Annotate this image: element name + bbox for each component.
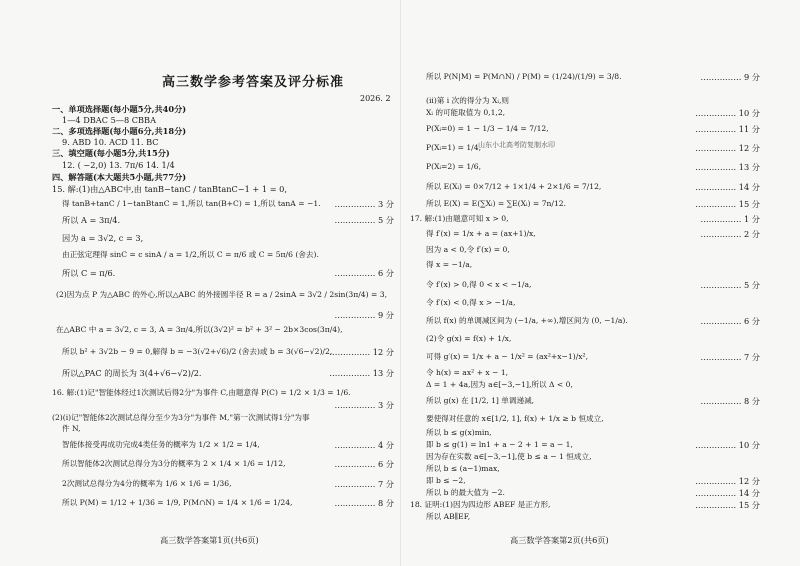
solution-line: 所以 E(Xᵢ) = 0×7/12 + 1×1/4 + 2×1/6 = 7/12, [426, 182, 602, 191]
section-header: 四、解答题(本大题共5小题,共77分) [52, 172, 187, 182]
page-2 [410, 0, 760, 566]
solution-line: 即 b ≤ g(1) = ln1 + a − 2 + 1 = a − 1, [426, 440, 573, 449]
page-footer: 高三数学答案第2页(共6页) [510, 535, 609, 545]
answer-line: 1—4 DBAC 5—8 CBBA [62, 115, 156, 125]
solution-line: 件 N, [62, 424, 81, 433]
solution-line: 因为 a < 0,令 f′(x) = 0, [426, 245, 510, 254]
solution-line: 所以△PAC 的周长为 3(4+√6−√2)/2. [62, 368, 202, 378]
solution-line: 所以 b ≤ (a−1)max, [426, 464, 500, 473]
solution-line: 可得 g′(x) = 1/x + a − 1/x² = (ax²+x−1)/x², [426, 352, 588, 361]
score-mark: …………… 11 分 [695, 124, 760, 134]
solution-line: (2)因为点 P 为△ABC 的外心,所以△ABC 的外接圆半径 R = a / 2sinA = 3√2 / 2sin(3π/4) = 3, [56, 290, 388, 299]
solution-line: 所以 C = π/6. [62, 268, 116, 278]
score-mark: …………… 4 分 [334, 440, 394, 450]
score-mark: …………… 12 分 [695, 476, 760, 486]
score-mark: …………… 7 分 [700, 352, 760, 362]
solution-line: 2次测试总得分为4分的概率为 1/6 × 1/6 = 1/36, [62, 479, 232, 488]
page-1 [52, 0, 394, 566]
page-footer: 高三数学答案第1页(共6页) [160, 535, 259, 545]
solution-line: 所以 b 的最大值为 −2. [426, 488, 505, 497]
score-mark: …………… 7 分 [334, 479, 394, 489]
solution-line: 16. 解:(1)记"智能体经过1次测试后得2分"为事件 C,由题意得 P(C) = 1/2 × 1/3 = 1/6. [52, 388, 351, 397]
score-mark: …………… 12 分 [329, 347, 394, 357]
watermark-text: 山东小北高考防复制水印 [478, 141, 555, 149]
section-header: 一、单项选择题(每小题5分,共40分) [52, 104, 187, 114]
score-mark: …………… 14 分 [695, 182, 760, 192]
solution-line: 即 b ≤ −2, [426, 476, 466, 485]
solution-line: 智能体接受再成功完成4类任务的概率为 1/2 × 1/2 = 1/4, [62, 440, 260, 449]
solution-line: 所以 b² + 3√2b − 9 = 0,解得 b = −3(√2+√6)/2 (舍去)或 b = 3(√6−√2)/2, [62, 347, 333, 356]
answer-line: 12. ( −2,0) 13. 7π/6 14. 1/4 [62, 160, 175, 170]
solution-line: 得 x = −1/a, [426, 260, 473, 269]
score-mark: …………… 8 分 [700, 396, 760, 406]
solution-line: 所以 E(X) = E(∑Xᵢ) = ∑E(Xᵢ) = 7n/12. [426, 199, 567, 208]
solution-line: 由正弦定理得 sinC = c sinA / a = 1/2,所以 C = π/6 或 C = 5π/6 (舍去). [62, 250, 319, 259]
solution-line: 所以 b ≤ g(x)min, [426, 428, 492, 437]
solution-line: 所以 f(x) 的单调减区间为 (−1/a, +∞),增区间为 (0, −1/a). [426, 316, 628, 325]
solution-line: 所以 P(M) = 1/12 + 1/36 = 1/9, P(M∩N) = 1/4 × 1/6 = 1/24, [62, 498, 293, 507]
section-header: 二、多项选择题(每小题6分,共18分) [52, 126, 187, 136]
solution-line: 令 f′(x) < 0,得 x > −1/a, [426, 298, 516, 307]
page-divider [400, 0, 401, 566]
score-mark: …………… 5 分 [700, 280, 760, 290]
section-header: 三、填空题(每小题5分,共15分) [52, 148, 170, 158]
score-mark: …………… 14 分 [695, 488, 760, 498]
score-mark: …………… 5 分 [334, 215, 394, 225]
score-mark: …………… 6 分 [334, 459, 394, 469]
solution-line: 所以 A = 3π/4. [62, 215, 121, 225]
score-mark: …………… 10 分 [695, 108, 760, 118]
score-mark: …………… 13 分 [329, 368, 394, 378]
score-mark: …………… 2 分 [700, 229, 760, 239]
solution-line: 令 f′(x) > 0,得 0 < x < −1/a, [426, 280, 532, 289]
score-mark: …………… 9 分 [334, 310, 394, 320]
solution-line: P(Xᵢ=2) = 1/6, [426, 162, 481, 171]
score-mark: …………… 3 分 [334, 400, 394, 410]
score-mark: …………… 6 分 [334, 268, 394, 278]
page-title: 高三数学参考答案及评分标准 [162, 75, 345, 90]
score-mark: …………… 10 分 [695, 440, 760, 450]
score-mark: …………… 3 分 [334, 199, 394, 209]
solution-line: Xᵢ 的可能取值为 0,1,2, [426, 108, 506, 117]
solution-line: 所以 P(N|M) = P(M∩N) / P(M) = (1/24)/(1/9) = 3/8. [426, 72, 622, 81]
score-mark: …………… 12 分 [695, 143, 760, 153]
solution-line: (2)(i)记"智能体2次测试总得分至少为3分"为事件 M,"第一次测试得1分"为事 [52, 413, 310, 422]
solution-line: P(Xᵢ=1) = 1/4, [426, 143, 481, 152]
score-mark: …………… 8 分 [334, 498, 394, 508]
solution-line: 15. 解:(1)由△ABC中,由 tanB−tanC / tanBtanC−1 + 1 = 0, [52, 184, 287, 194]
score-mark: …………… 15 分 [695, 199, 760, 209]
solution-line: 17. 解:(1)由题意可知 x > 0, [410, 214, 509, 223]
solution-line: 得 f′(x) = 1/x + a = (ax+1)/x, [426, 229, 536, 238]
score-mark: …………… 1 分 [700, 214, 760, 224]
score-mark: …………… 6 分 [700, 316, 760, 326]
solution-line: Δ = 1 + 4a,因为 a∈[−3,−1],所以 Δ < 0, [426, 380, 573, 389]
solution-line: 令 h(x) = ax² + x − 1, [426, 368, 509, 377]
solution-line: (ii)第 i 次的得分为 Xᵢ,则 [426, 96, 509, 105]
solution-line: 所以 AB∥EF, [426, 512, 471, 521]
score-mark: …………… 13 分 [695, 162, 760, 172]
score-mark: …………… 15 分 [695, 500, 760, 510]
solution-line: 得 tanB+tanC / 1−tanBtanC = 1,所以 tan(B+C) = 1,所以 tanA = −1. [62, 199, 321, 208]
solution-line: P(Xᵢ=0) = 1 − 1/3 − 1/4 = 7/12, [426, 124, 549, 133]
solution-line: 因为 a = 3√2, c = 3, [62, 233, 144, 243]
answer-line: 9. ABD 10. ACD 11. BC [62, 137, 159, 147]
solution-line: 要使得对任意的 x∈[1/2, 1], f(x) + 1/x ≥ b 恒成立, [426, 414, 604, 423]
solution-line: 因为存在实数 a∈[−3,−1],使 b ≤ a − 1 恒成立, [426, 452, 592, 461]
exam-date: 2026. 2 [360, 94, 391, 103]
score-mark: …………… 9 分 [700, 72, 760, 82]
solution-line: 所以 g(x) 在 [1/2, 1] 单调递减, [426, 396, 535, 405]
solution-line: (2)令 g(x) = f(x) + 1/x, [426, 334, 512, 343]
solution-line: 18. 证明:(1)因为四边形 ABEF 是正方形, [410, 500, 551, 509]
solution-line: 所以智能体2次测试总得分为3分的概率为 2 × 1/4 × 1/6 = 1/12, [62, 459, 286, 468]
solution-line: 在△ABC 中 a = 3√2, c = 3, A = 3π/4,所以(3√2)² = b² + 3² − 2b×3cos(3π/4), [56, 325, 343, 334]
